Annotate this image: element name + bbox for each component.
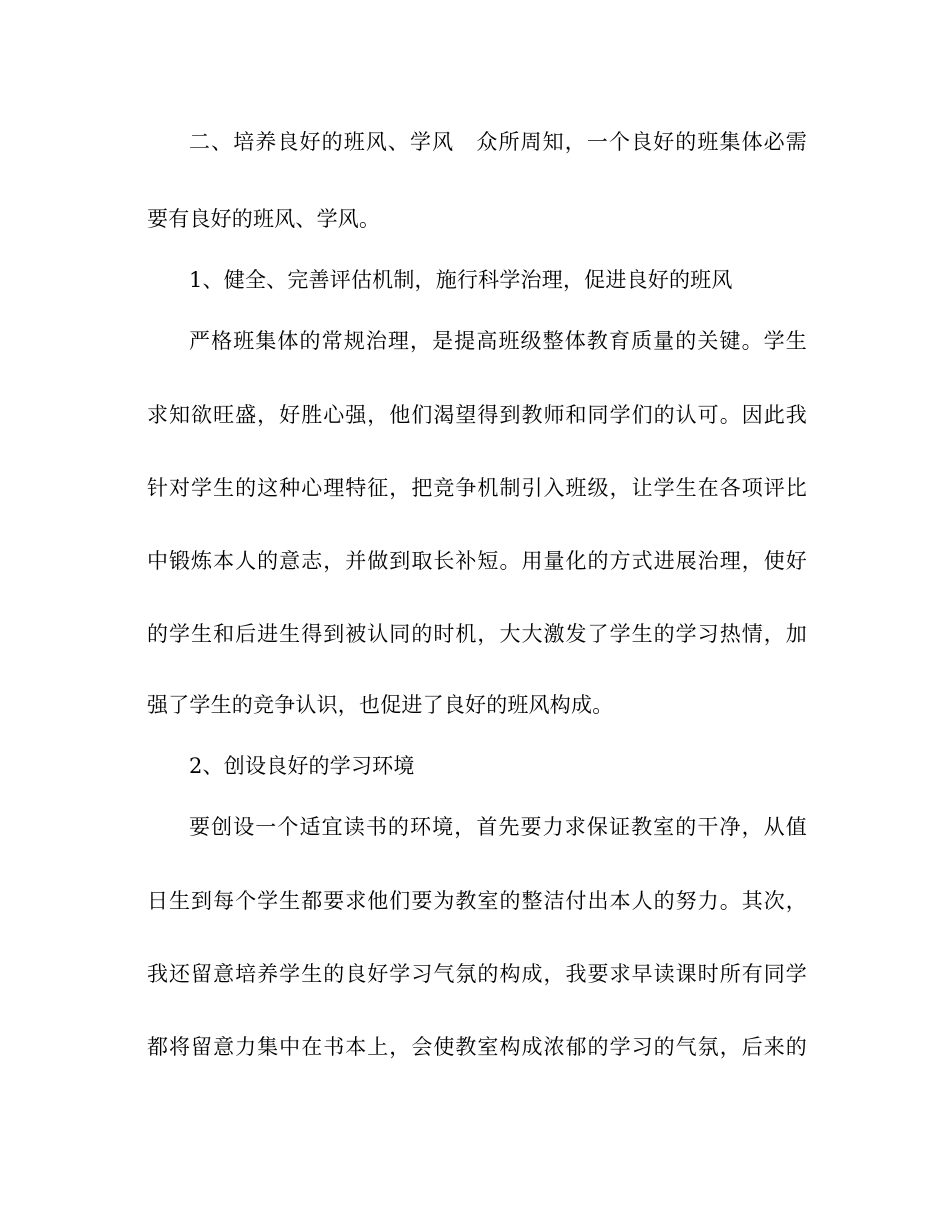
paragraph-line: 都将留意力集中在书本上，会使教室构成浓郁的学习的气氛，后来的: [147, 1035, 807, 1059]
paragraph-line: 严格班集体的常规治理，是提高班级整体教育质量的关键。学生: [189, 329, 807, 353]
paragraph-line: 我还留意培养学生的良好学习气氛的构成，我要求早读课时所有同学: [147, 962, 807, 986]
paragraph-line: 要有良好的班风、学风。: [147, 207, 381, 231]
paragraph-line: 的学生和后进生得到被认同的时机，大大激发了学生的学习热情，加: [147, 622, 807, 646]
paragraph-line: 针对学生的这种心理特征，把竞争机制引入班级，让学生在各项评比: [147, 476, 807, 500]
paragraph-line: 要创设一个适宜读书的环境，首先要力求保证教室的干净，从值: [189, 815, 807, 839]
paragraph-line: 强了学生的竞争认识，也促进了良好的班风构成。: [147, 693, 614, 717]
paragraph-line: 日生到每个学生都要求他们要为教室的整洁付出本人的努力。其次，: [147, 889, 807, 913]
subheading-line: 1、健全、完善评估机制，施行科学治理，促进良好的班风: [189, 268, 733, 292]
paragraph-line: 中锻炼本人的意志，并做到取长补短。用量化的方式进展治理，使好: [147, 549, 807, 573]
paragraph-line: 求知欲旺盛，好胜心强，他们渴望得到教师和同学们的认可。因此我: [147, 403, 807, 427]
section-heading-line: 二、培养良好的班风、学风 众所周知，一个良好的班集体必需: [189, 130, 807, 154]
subheading-line: 2、创设良好的学习环境: [189, 754, 415, 778]
